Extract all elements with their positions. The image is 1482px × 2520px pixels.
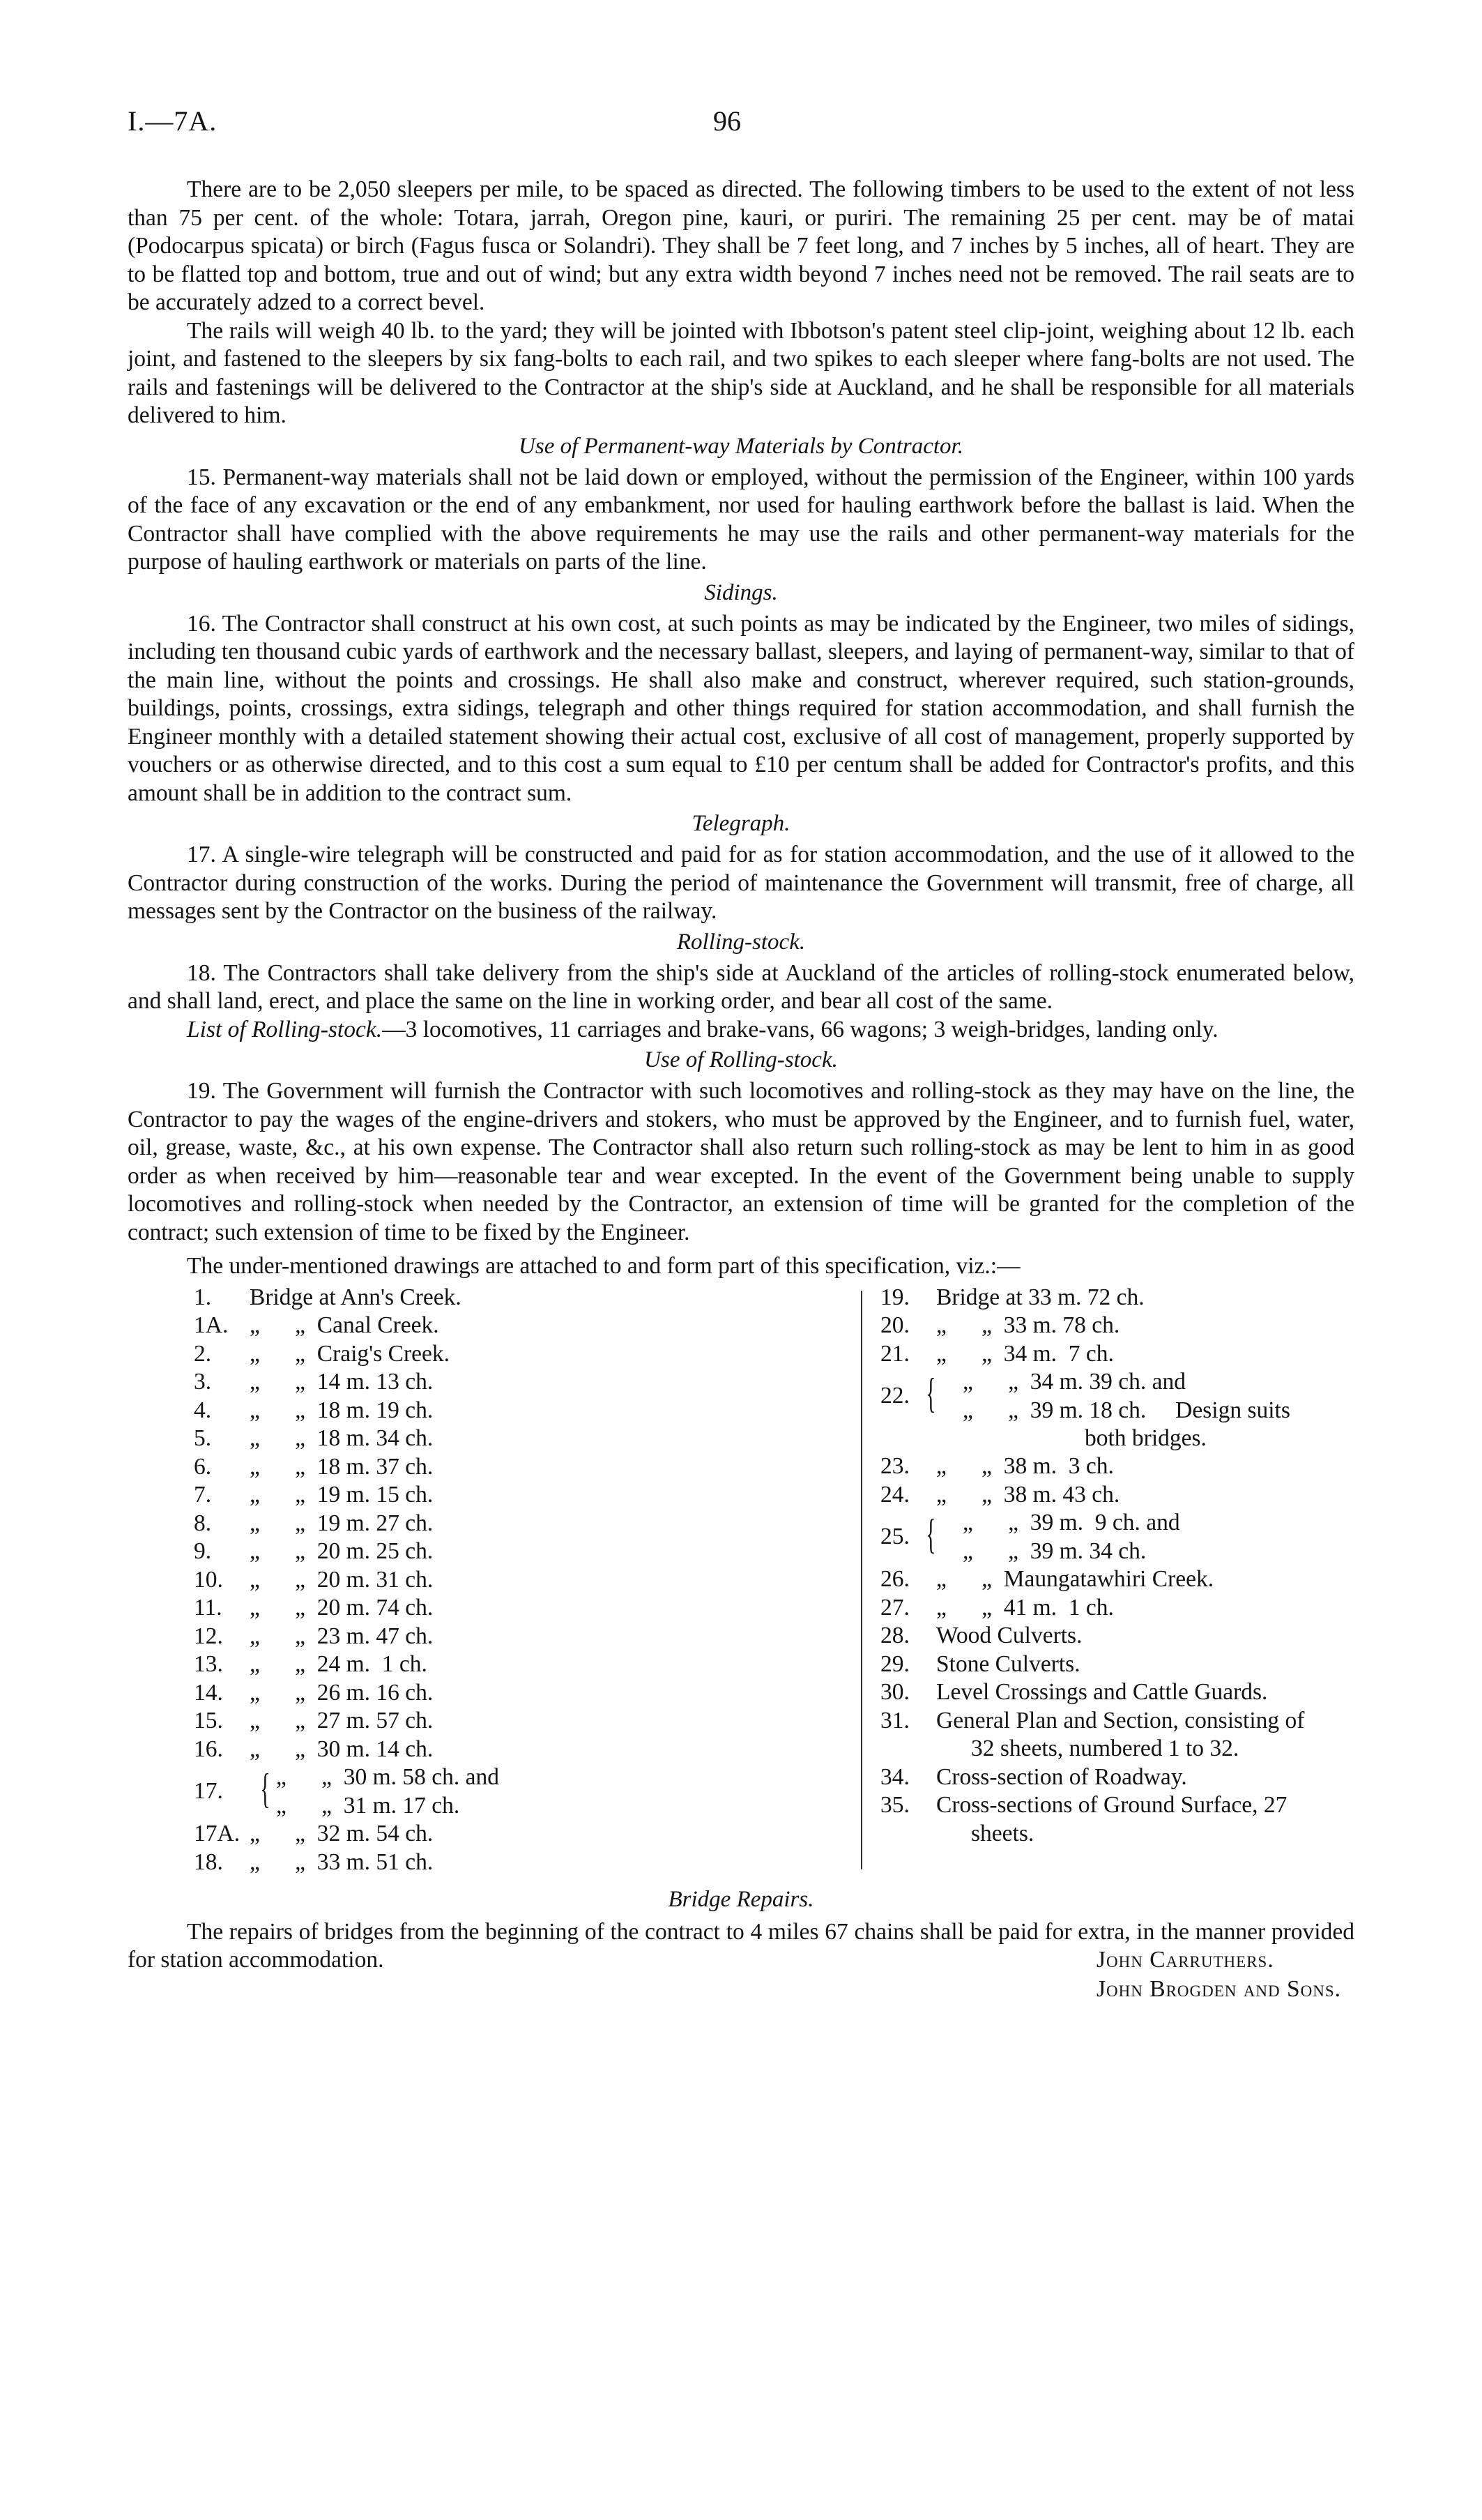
list-item-number: 10. (194, 1566, 223, 1593)
list-item-number: 22. (880, 1383, 910, 1409)
list-item-number: 28. (880, 1623, 910, 1648)
brace-symbol: { (926, 1370, 936, 1416)
list-item (880, 1791, 1361, 1820)
list-item (880, 1594, 1361, 1623)
list-item-number: 13. (194, 1651, 223, 1677)
list-item-text: „ „ 39 m. 18 ch. Design suits (963, 1397, 1290, 1423)
list-item-text: „ „ 20 m. 31 ch. (250, 1566, 434, 1593)
list-item (194, 1340, 821, 1369)
list-item (880, 1340, 1361, 1369)
list-item-number: 25. (880, 1524, 910, 1549)
heading-telegraph: Telegraph. (692, 811, 790, 836)
list-item (880, 1622, 1361, 1650)
clause-19: 19. The Government will furnish the Contractor with such locomotives and rolling-stock as they may have on the line, the Contractor to pay the wages of the engine-drivers and stokers, who must be approved by the Engineer, and to furnish fuel, water, oil, grease, waste, &c., at his own expense. The Contractor shall also return such rolling-stock as may be lent to him in as good order as when received by him—reasonable tear and wear excepted. In the event of the Government being unable to supply locomotives and rolling-stock when needed by the Contractor, an extension of time will be granted for the completion of the contract; such extension of time to be fixed by the Engineer. (128, 1078, 1354, 1245)
list-item (194, 1623, 821, 1651)
list-item-number: 12. (194, 1623, 223, 1649)
list-item-text: „ „ 34 m. 39 ch. and (963, 1369, 1186, 1395)
list-item-number: 31. (880, 1707, 910, 1733)
list-item (194, 1425, 821, 1453)
list-item-text: Stone Culverts. (936, 1650, 1080, 1677)
list-item-text: „ „ 32 m. 54 ch. (250, 1821, 434, 1846)
drawings-intro: The under-mentioned drawings are attached to and form part of this specification, viz.:— (187, 1253, 1021, 1279)
list-item (194, 1707, 821, 1736)
document-body (128, 176, 1354, 2037)
list-item-text: „ „ 30 m. 58 ch. and (276, 1764, 500, 1790)
heading-permanent-way: Use of Permanent-way Materials by Contractor. (519, 433, 963, 459)
list-item-text: „ „ 18 m. 37 ch. (250, 1453, 434, 1480)
list-item-text: Bridge at 33 m. 72 ch. (936, 1284, 1145, 1310)
list-item-text: sheets. (971, 1820, 1034, 1846)
list-item-text: „ „ Canal Creek. (250, 1312, 439, 1338)
list-item-number: 7. (194, 1482, 212, 1508)
rolling-stock-list (128, 1016, 1354, 1045)
list-item-text: „ „ 34 m. 7 ch. (936, 1340, 1114, 1367)
list-item-text: „ „ 38 m. 43 ch. (936, 1481, 1120, 1508)
list-item-text: „ „ 30 m. 14 ch. (250, 1736, 434, 1762)
list-item (194, 1594, 821, 1623)
paragraph-sleepers: There are to be 2,050 sleepers per mile, to be spaced as directed. The following timbers to be used to the extent of not less than 75 per cent. of the whole: Totara, jarrah, Oregon pine, kauri, or puriri. The remaining 25 per cent. may be of matai (Podocarpus spicata) or birch (Fagus fusca or Solandri). They shall be 7 feet long, and 7 inches by 5 inches, all of heart. They are to be flatted top and bottom, true and out of wind; but any extra width beyond 7 inches need not be removed. The rail seats are to be accurately adzed to a correct bevel. (128, 176, 1354, 315)
list-item-number: 34. (880, 1763, 910, 1790)
list-item-text: Wood Culverts. (936, 1623, 1083, 1648)
list-item (194, 1368, 821, 1397)
list-item-number: 2. (194, 1340, 212, 1367)
list-item-number: 19. (880, 1284, 910, 1310)
page-number: 96 (713, 105, 741, 137)
list-item (194, 1312, 821, 1340)
rolling-stock-list-text: —3 locomotives, 11 carriages and brake-vans, 66 wagons; 3 weigh-bridges, landing only. (382, 1016, 1219, 1042)
list-item-number: 1. (194, 1284, 212, 1310)
list-item (194, 1538, 821, 1566)
clause-16: 16. The Contractor shall construct at his own cost, at such points as may be indicated by the Engineer, two miles of sidings, including ten thousand cubic yards of earthwork and the necessary ballast, sleepers, and laying of permanent-way, similar to that of the main line, without the points and crossings. He shall also make and construct, wherever required, such station-grounds, buildings, points, crossings, extra sidings, telegraph and other things required for station accommodation, and shall furnish the Engineer monthly with a detailed statement showing their actual cost, exclusive of all cost of management, properly supported by vouchers or as otherwise directed, and to this cost a sum equal to £10 per centum shall be added for Contractor's profits, and this amount shall be in addition to the contract sum. (128, 610, 1354, 806)
list-item-number: 1A. (194, 1312, 229, 1338)
list-item-text: „ „ 31 m. 17 ch. (276, 1792, 460, 1819)
bridge-repairs-text: The repairs of bridges from the beginning of the contract to 4 miles 67 chains shall be paid for extra, in the manner provided for station accommodation. (128, 1918, 1354, 1973)
drawings-left-column (194, 1284, 821, 1877)
list-item-17 (194, 1763, 821, 1820)
list-item-number: 23. (880, 1453, 910, 1479)
clause-18: 18. The Contractors shall take delivery from the ship's side at Auckland of the articles of rolling-stock enumerated below, and shall land, erect, and place the same on the line in working order, and bear all cost of the same. (128, 959, 1354, 1014)
list-item-text: „ „ 14 m. 13 ch. (250, 1369, 434, 1395)
clause-17: 17. A single-wire telegraph will be constructed and paid for as for station accommodation, and the use of it allowed to the Contractor during construction of the works. During the period of maintenance the Government will transmit, free of charge, all messages sent by the Contractor on the business of the railway. (128, 842, 1354, 924)
list-item-text: Bridge at Ann's Creek. (250, 1284, 461, 1310)
list-item (880, 1707, 1361, 1736)
list-item-text: „ „ 19 m. 27 ch. (250, 1510, 434, 1536)
list-item-text: „ „ 39 m. 34 ch. (963, 1538, 1147, 1564)
list-item-number: 14. (194, 1679, 223, 1706)
list-item-text: „ „ 18 m. 34 ch. (250, 1425, 434, 1451)
paragraph-rails: The rails will weigh 40 lb. to the yard; they will be jointed with Ibbotson's patent steel clip-joint, weighing about 12 lb. each joint, and fastened to the sleepers by six fang-bolts to each rail, and two spikes to each sleeper where fang-bolts are not used. The rails and fastenings will be delivered to the Contractor at the ship's side at Auckland, and he shall be responsible for all materials delivered to him. (128, 317, 1354, 428)
list-item (194, 1820, 821, 1849)
rolling-stock-list-label: List of Rolling-stock. (187, 1016, 383, 1042)
heading-bridge-repairs: Bridge Repairs. (668, 1886, 814, 1912)
list-item-22 (880, 1368, 1361, 1452)
list-item (880, 1565, 1361, 1594)
list-item-25 (880, 1509, 1361, 1565)
list-item-number: 3. (194, 1369, 212, 1395)
list-item-text: „ „ 20 m. 74 ch. (250, 1595, 434, 1620)
list-item-number: 17. (194, 1778, 223, 1804)
list-item-number: 27. (880, 1594, 910, 1620)
list-item (194, 1397, 821, 1425)
signature-block (128, 1946, 1354, 2037)
list-item (194, 1510, 821, 1538)
list-item-number (880, 1820, 936, 1849)
list-item (880, 1650, 1361, 1679)
brace-symbol: { (260, 1766, 270, 1812)
list-item-number: 9. (194, 1538, 212, 1564)
list-item-text: 32 sheets, numbered 1 to 32. (971, 1736, 1239, 1761)
list-item-number: 15. (194, 1708, 223, 1733)
list-item (880, 1763, 1361, 1792)
list-item (194, 1453, 821, 1482)
list-item-number (880, 1735, 936, 1763)
list-item-number: 18. (194, 1849, 223, 1875)
list-item-text: „ „ Craig's Creek. (250, 1340, 450, 1367)
list-item-number: 20. (880, 1312, 910, 1338)
list-item (194, 1679, 821, 1708)
list-item-text: „ „ 38 m. 3 ch. (936, 1453, 1114, 1479)
list-item (880, 1481, 1361, 1510)
list-item-number: 21. (880, 1340, 910, 1367)
list-item-number: 5. (194, 1425, 212, 1451)
list-item (194, 1849, 821, 1877)
list-item (880, 1735, 1361, 1763)
list-item-text: „ „ 33 m. 51 ch. (250, 1849, 434, 1875)
list-item-number: 16. (194, 1736, 223, 1762)
signature-brogden: John Brogden and Sons. (1097, 1975, 1342, 2002)
list-item-text: Cross-section of Roadway. (936, 1763, 1187, 1790)
list-item-number: 11. (194, 1595, 222, 1620)
document-reference: I.—7A. (128, 105, 217, 137)
signature-carruthers: John Carruthers. (1097, 1946, 1274, 1973)
list-item-number: 30. (880, 1679, 910, 1705)
list-item-text: Level Crossings and Cattle Guards. (936, 1679, 1268, 1705)
list-item-text: „ „ 33 m. 78 ch. (936, 1312, 1120, 1338)
list-item (880, 1678, 1361, 1707)
drawings-list (128, 1284, 1354, 1883)
list-item (194, 1736, 821, 1764)
list-item-number: 4. (194, 1397, 212, 1423)
list-item-text: „ „ 26 m. 16 ch. (250, 1679, 434, 1706)
page-header (128, 105, 1354, 146)
list-item-number: 17A. (194, 1821, 240, 1846)
heading-sidings: Sidings. (704, 579, 778, 605)
list-item-text: „ „ 23 m. 47 ch. (250, 1623, 434, 1649)
clause-15: 15. Permanent-way materials shall not be laid down or employed, without the permission of the Engineer, within 100 yards of the face of any excavation or the end of any embankment, nor used for hauling earthwork before the ballast is laid. When the Contractor shall have complied with the above requirements he may use the rails and other permanent-way materials for the purpose of hauling earthwork or materials on parts of the line. (128, 464, 1354, 575)
heading-use-rolling-stock: Use of Rolling-stock. (644, 1047, 838, 1072)
list-item-text: „ „ 39 m. 9 ch. and (963, 1510, 1180, 1535)
list-item-number: 29. (880, 1650, 910, 1677)
list-item-number: 24. (880, 1481, 910, 1508)
list-item-text: Cross-sections of Ground Surface, 27 (936, 1792, 1288, 1818)
list-item (194, 1650, 821, 1679)
list-item-text: „ „ 27 m. 57 ch. (250, 1708, 434, 1733)
list-item-text: „ „ Maungatawhiri Creek. (936, 1566, 1214, 1592)
list-item-text: „ „ 20 m. 25 ch. (250, 1538, 434, 1564)
list-item (880, 1284, 1361, 1312)
list-item (880, 1452, 1361, 1481)
list-item-text: General Plan and Section, consisting of (936, 1707, 1305, 1733)
list-item (194, 1284, 821, 1312)
list-item (194, 1566, 821, 1595)
list-item-number: 6. (194, 1453, 212, 1480)
list-item-text: both bridges. (1085, 1425, 1207, 1451)
list-item (880, 1312, 1361, 1340)
column-divider (861, 1291, 862, 1869)
brace-symbol: { (926, 1511, 936, 1557)
list-item-text: „ „ 41 m. 1 ch. (936, 1594, 1114, 1620)
drawings-right-column (880, 1284, 1361, 1849)
list-item-text: „ „ 24 m. 1 ch. (250, 1651, 427, 1677)
list-item-number: 8. (194, 1510, 212, 1536)
list-item-text: „ „ 19 m. 15 ch. (250, 1482, 434, 1508)
heading-rolling-stock: Rolling-stock. (676, 929, 806, 955)
list-item (194, 1481, 821, 1510)
list-item-number: 26. (880, 1566, 910, 1592)
list-item-number: 35. (880, 1792, 910, 1818)
list-item-text: „ „ 18 m. 19 ch. (250, 1397, 434, 1423)
list-item (880, 1820, 1361, 1849)
